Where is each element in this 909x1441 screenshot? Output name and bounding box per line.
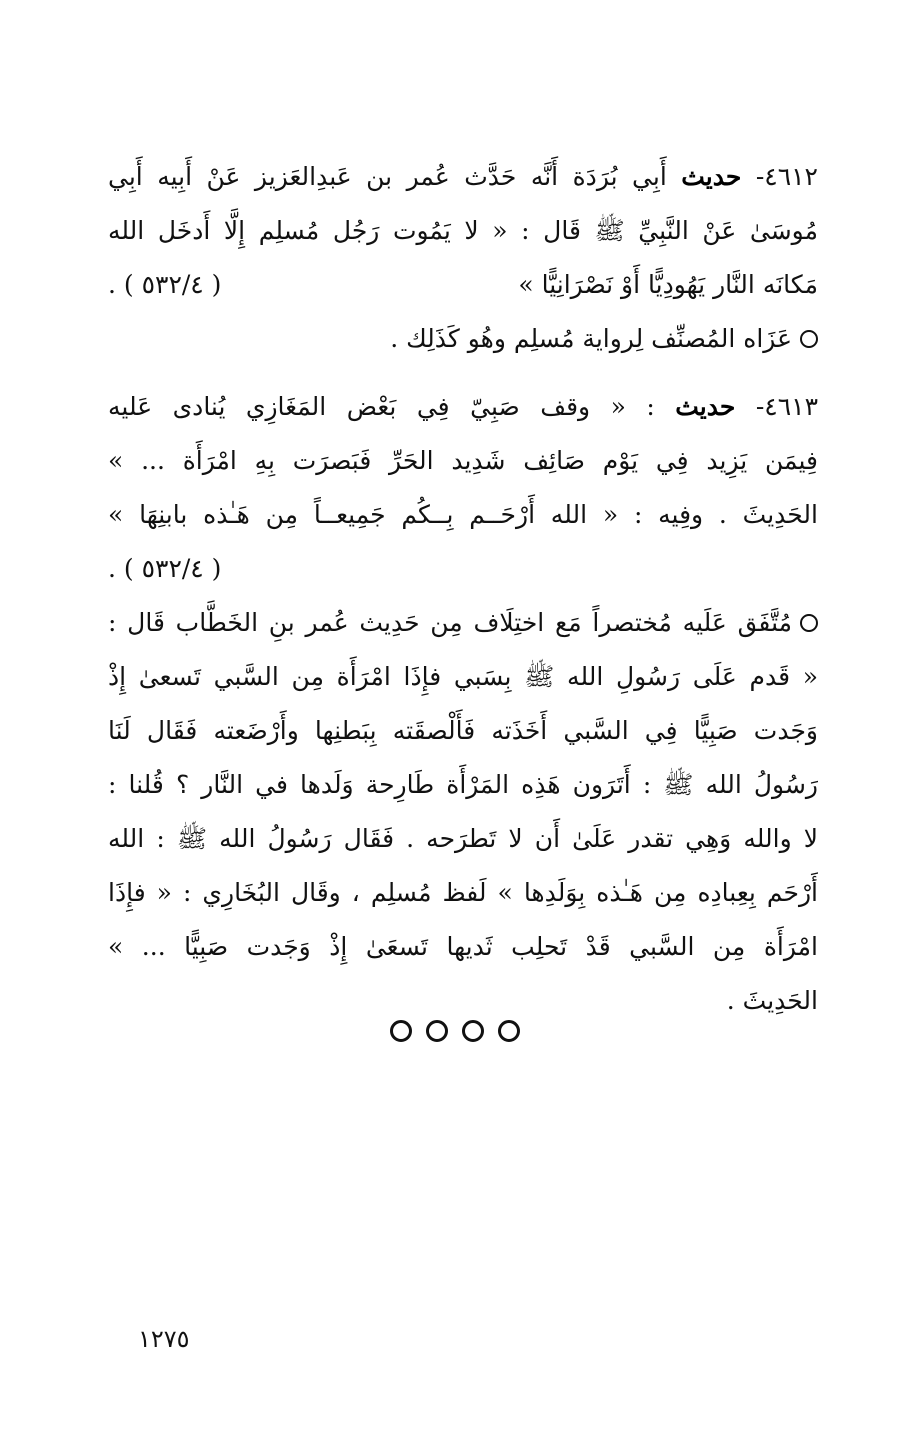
hadith-4612-text-1: أَبِي بُرَدَة أَنَّه حَدَّث عُمر بن عَبدِالعَزيز عَنْ أَبِيه أَبِي [108, 162, 667, 191]
separator-circle-icon [462, 1020, 484, 1042]
hadith-4612-line-1 [108, 150, 818, 204]
hadith-4613-reference: ( ٥٣٢/٤ ) . [108, 554, 222, 583]
hadith-4612-comment: عَزَاه المُصنِّف لِرواية مُسلِم وهُو كَذَلِك . [390, 324, 792, 353]
hadith-4613-comment-line-5: لا والله وَهِي تقدر عَلَىٰ أَن لا تَطرَحه . فَقَال رَسُولُ الله ﷺ : الله [108, 824, 818, 853]
hadith-4612-line-2: مُوسَىٰ عَنْ النَّبِيِّ ﷺ قَال : « لا يَمُوت رَجُل مُسلِم إِلَّا أَدخَل الله [108, 216, 818, 245]
hadith-4612-comment-line [108, 312, 818, 366]
hadith-4613-number: ٤٦١٣- [755, 392, 818, 421]
hadith-4613-comment-text-1: مُتَّفَق عَلَيه مُختصراً مَع اختِلَاف مِن حَدِيث عُمر بنِ الخَطَّاب قَال : [108, 608, 793, 637]
hadith-4613-block [108, 380, 818, 1028]
separator-circle-icon [498, 1020, 520, 1042]
hadith-4613-line-3: الحَدِيثَ . وفِيه : « الله أَرْحَــم بِــكُم جَمِيعــاً مِن هَـٰذه بابنِهَا » [108, 500, 818, 529]
hadith-4612-label: حديث [681, 162, 742, 191]
hadith-4612-number: ٤٦١٢- [755, 162, 818, 191]
section-separator [0, 1020, 909, 1042]
hadith-4613-comment-line-3: وَجَدت صَبِيًّا فِي السَّبي أَخَذَته فَأَلْصقَته بِبَطنِها وأَرْضَعته فَقَال لَنَا [108, 716, 818, 745]
page-number: ١٢٧٥ [138, 1325, 190, 1353]
hadith-4612-block [108, 150, 818, 366]
comment-circle-icon [800, 330, 818, 348]
hadith-4613-comment-line-8: الحَدِيثَ . [726, 986, 818, 1015]
hadith-4613-comment-line-6: أَرْحَم بِعِبادِه مِن هَـٰذه بِوَلَدِها » لَفظ مُسلِم ، وقَال البُخَارِي : « فإِذَا [108, 878, 818, 907]
hadith-4613-comment-line-2: « قَدم عَلَى رَسُولِ الله ﷺ بِسَبي فإِذَا امْرَأَة مِن السَّبي تَسعىٰ إِذْ [108, 662, 818, 691]
hadith-4613-comment-line-4: رَسُولُ الله ﷺ : أَتَرَون هَذِه المَرْأَة طَارِحة وَلَدها في النَّار ؟ قُلنا : [108, 770, 818, 799]
hadith-4612-reference: ( ٥٣٢/٤ ) . [108, 270, 222, 299]
hadith-4612-text-3: مَكانَه النَّار يَهُودِيًّا أَوْ نَصْرَانِيًّا » [518, 270, 818, 299]
separator-circle-icon [426, 1020, 448, 1042]
hadith-4613-line-1 [108, 380, 818, 434]
hadith-4613-line-2: فِيمَن يَزِيد فِي يَوْم صَائِف شَدِيد الحَرِّ فَبَصرَت بِهِ امْرَأَة ... » [108, 446, 818, 475]
separator-circle-icon [390, 1020, 412, 1042]
hadith-4613-comment-line-7: امْرَأَة مِن السَّبي قَدْ تَحلِب ثَديها تَسعَىٰ إِذْ وَجَدت صَبِيًّا ... » [108, 932, 818, 961]
hadith-4612-line-3 [108, 258, 818, 312]
hadith-4613-label: حديث [675, 392, 736, 421]
hadith-4613-text-1: : « وقف صَبِيّ فِي بَعْض المَغَازِي يُنادى عَليه [108, 392, 655, 421]
comment-circle-icon [800, 614, 818, 632]
hadith-4613-comment-line-1 [108, 596, 818, 650]
